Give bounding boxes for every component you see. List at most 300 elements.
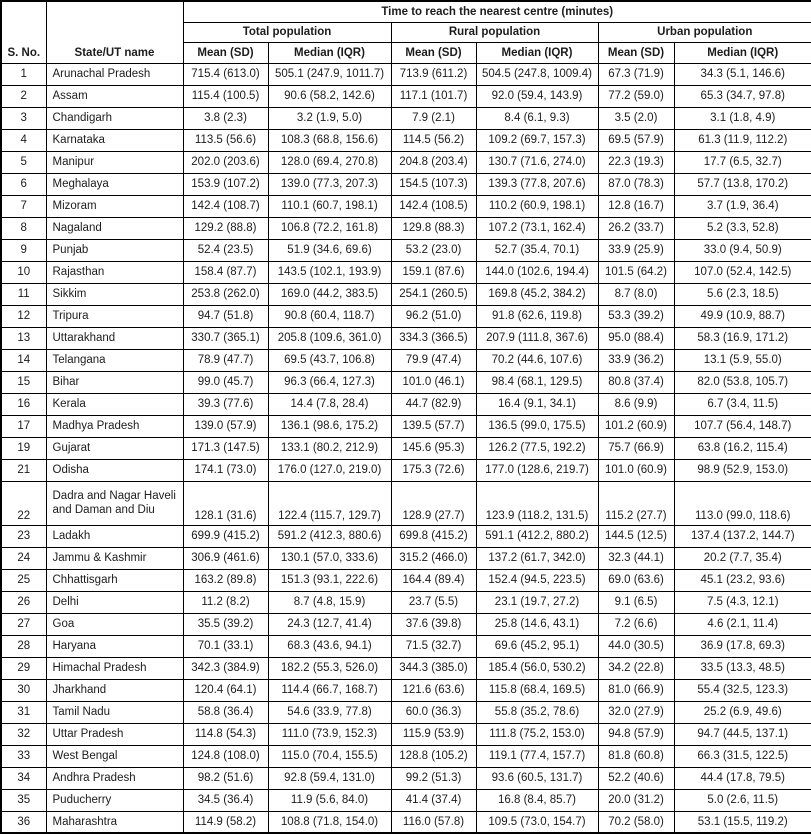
table-row (1, 591, 811, 613)
header-time-to-reach-title: Time to reach the nearest centre (minutes) (183, 1, 811, 22)
cell-total-mean-sd: 94.7 (51.8) (183, 305, 268, 327)
cell-total-median-iqr: 108.3 (68.8, 156.6) (268, 129, 391, 151)
cell-rural-mean-sd: 121.6 (63.6) (391, 679, 476, 701)
table-row (1, 635, 811, 657)
cell-urban-mean-sd: 8.6 (9.9) (598, 393, 674, 415)
cell-urban-median-iqr: 25.2 (6.9, 49.6) (674, 701, 811, 723)
cell-urban-mean-sd: 20.0 (31.2) (598, 789, 674, 811)
cell-total-median-iqr: 8.7 (4.8, 15.9) (268, 591, 391, 613)
table-row (1, 283, 811, 305)
cell-total-median-iqr: 169.0 (44.2, 383.5) (268, 283, 391, 305)
cell-state-name: West Bengal (46, 745, 183, 767)
cell-state-name: Jammu & Kashmir (46, 547, 183, 569)
header-urban-population: Urban population (598, 22, 811, 42)
cell-sno: 21 (1, 459, 46, 481)
table-row (1, 789, 811, 811)
cell-rural-median-iqr: 25.8 (14.6, 43.1) (476, 613, 598, 635)
cell-urban-median-iqr: 57.7 (13.8, 170.2) (674, 173, 811, 195)
cell-urban-median-iqr: 6.7 (3.4, 11.5) (674, 393, 811, 415)
cell-sno: 19 (1, 437, 46, 459)
cell-rural-mean-sd: 71.5 (32.7) (391, 635, 476, 657)
cell-rural-mean-sd: 96.2 (51.0) (391, 305, 476, 327)
cell-total-mean-sd: 114.8 (54.3) (183, 723, 268, 745)
cell-rural-mean-sd: 23.7 (5.5) (391, 591, 476, 613)
cell-total-median-iqr: 143.5 (102.1, 193.9) (268, 261, 391, 283)
cell-rural-median-iqr: 126.2 (77.5, 192.2) (476, 437, 598, 459)
cell-state-name: Andhra Pradesh (46, 767, 183, 789)
cell-state-name: Jharkhand (46, 679, 183, 701)
cell-rural-mean-sd: 142.4 (108.5) (391, 195, 476, 217)
cell-urban-median-iqr: 63.8 (16.2, 115.4) (674, 437, 811, 459)
cell-sno: 30 (1, 679, 46, 701)
cell-urban-mean-sd: 8.7 (8.0) (598, 283, 674, 305)
cell-urban-median-iqr: 17.7 (6.5, 32.7) (674, 151, 811, 173)
cell-rural-median-iqr: 185.4 (56.0, 530.2) (476, 657, 598, 679)
cell-rural-median-iqr: 52.7 (35.4, 70.1) (476, 239, 598, 261)
cell-urban-median-iqr: 113.0 (99.0, 118.6) (674, 481, 811, 525)
table-row (1, 239, 811, 261)
table-row (1, 525, 811, 547)
cell-urban-mean-sd: 101.5 (64.2) (598, 261, 674, 283)
cell-urban-mean-sd: 53.3 (39.2) (598, 305, 674, 327)
cell-urban-median-iqr: 65.3 (34.7, 97.8) (674, 85, 811, 107)
cell-rural-median-iqr: 16.4 (9.1, 34.1) (476, 393, 598, 415)
cell-sno: 10 (1, 261, 46, 283)
cell-urban-mean-sd: 3.5 (2.0) (598, 107, 674, 129)
cell-state-name: Meghalaya (46, 173, 183, 195)
cell-total-mean-sd: 306.9 (461.6) (183, 547, 268, 569)
cell-rural-mean-sd: 159.1 (87.6) (391, 261, 476, 283)
cell-rural-median-iqr: 504.5 (247.8, 1009.4) (476, 63, 598, 85)
header-total-median-iqr: Median (IQR) (268, 42, 391, 63)
cell-rural-median-iqr: 93.6 (60.5, 131.7) (476, 767, 598, 789)
table-row (1, 393, 811, 415)
header-row-title (1, 1, 811, 22)
cell-total-median-iqr: 90.8 (60.4, 118.7) (268, 305, 391, 327)
table-row (1, 723, 811, 745)
cell-sno: 26 (1, 591, 46, 613)
cell-total-median-iqr: 122.4 (115.7, 129.7) (268, 481, 391, 525)
cell-rural-median-iqr: 136.5 (99.0, 175.5) (476, 415, 598, 437)
cell-total-median-iqr: 110.1 (60.7, 198.1) (268, 195, 391, 217)
cell-state-name: Telangana (46, 349, 183, 371)
table-row (1, 569, 811, 591)
cell-total-median-iqr: 90.6 (58.2, 142.6) (268, 85, 391, 107)
cell-rural-mean-sd: 713.9 (611.2) (391, 63, 476, 85)
cell-state-name: Goa (46, 613, 183, 635)
cell-total-median-iqr: 128.0 (69.4, 270.8) (268, 151, 391, 173)
cell-total-median-iqr: 111.0 (73.9, 152.3) (268, 723, 391, 745)
cell-urban-mean-sd: 22.3 (19.3) (598, 151, 674, 173)
cell-state-name: Rajasthan (46, 261, 183, 283)
cell-total-mean-sd: 78.9 (47.7) (183, 349, 268, 371)
cell-state-name: Chandigarh (46, 107, 183, 129)
cell-rural-mean-sd: 699.8 (415.2) (391, 525, 476, 547)
cell-urban-mean-sd: 69.0 (63.6) (598, 569, 674, 591)
cell-sno: 2 (1, 85, 46, 107)
cell-urban-median-iqr: 45.1 (23.2, 93.6) (674, 569, 811, 591)
cell-sno: 28 (1, 635, 46, 657)
table-row (1, 85, 811, 107)
cell-state-name: Himachal Pradesh (46, 657, 183, 679)
table-row (1, 481, 811, 525)
table-row (1, 745, 811, 767)
cell-rural-median-iqr: 115.8 (68.4, 169.5) (476, 679, 598, 701)
cell-urban-mean-sd: 33.9 (25.9) (598, 239, 674, 261)
table-row (1, 305, 811, 327)
table-row (1, 217, 811, 239)
cell-state-name: Tripura (46, 305, 183, 327)
table-row (1, 63, 811, 85)
cell-rural-median-iqr: 130.7 (71.6, 274.0) (476, 151, 598, 173)
cell-rural-median-iqr: 23.1 (19.7, 27.2) (476, 591, 598, 613)
cell-urban-mean-sd: 75.7 (66.9) (598, 437, 674, 459)
cell-state-name: Nagaland (46, 217, 183, 239)
table-row (1, 107, 811, 129)
cell-sno: 32 (1, 723, 46, 745)
cell-rural-median-iqr: 123.9 (118.2, 131.5) (476, 481, 598, 525)
cell-rural-median-iqr: 98.4 (68.1, 129.5) (476, 371, 598, 393)
table-row (1, 613, 811, 635)
cell-rural-median-iqr: 69.6 (45.2, 95.1) (476, 635, 598, 657)
cell-state-name: Bihar (46, 371, 183, 393)
cell-rural-mean-sd: 128.9 (27.7) (391, 481, 476, 525)
cell-rural-median-iqr: 152.4 (94.5, 223.5) (476, 569, 598, 591)
cell-total-mean-sd: 120.4 (64.1) (183, 679, 268, 701)
cell-total-median-iqr: 54.6 (33.9, 77.8) (268, 701, 391, 723)
cell-total-median-iqr: 130.1 (57.0, 333.6) (268, 547, 391, 569)
cell-urban-mean-sd: 87.0 (78.3) (598, 173, 674, 195)
table-row (1, 195, 811, 217)
cell-total-median-iqr: 151.3 (93.1, 222.6) (268, 569, 391, 591)
cell-total-median-iqr: 182.2 (55.3, 526.0) (268, 657, 391, 679)
cell-urban-median-iqr: 49.9 (10.9, 88.7) (674, 305, 811, 327)
cell-rural-median-iqr: 16.8 (8.4, 85.7) (476, 789, 598, 811)
header-rural-population: Rural population (391, 22, 598, 42)
table-row (1, 437, 811, 459)
cell-state-name: Haryana (46, 635, 183, 657)
table-row (1, 811, 811, 833)
cell-rural-mean-sd: 41.4 (37.4) (391, 789, 476, 811)
cell-total-mean-sd: 253.8 (262.0) (183, 283, 268, 305)
cell-sno: 12 (1, 305, 46, 327)
table-row (1, 767, 811, 789)
table-row (1, 349, 811, 371)
cell-total-mean-sd: 163.2 (89.8) (183, 569, 268, 591)
table-body (1, 63, 811, 833)
cell-total-mean-sd: 113.5 (56.6) (183, 129, 268, 151)
cell-urban-mean-sd: 67.3 (71.9) (598, 63, 674, 85)
cell-state-name: Punjab (46, 239, 183, 261)
cell-rural-median-iqr: 109.5 (73.0, 154.7) (476, 811, 598, 833)
cell-urban-median-iqr: 82.0 (53.8, 105.7) (674, 371, 811, 393)
cell-sno: 7 (1, 195, 46, 217)
cell-urban-mean-sd: 52.2 (40.6) (598, 767, 674, 789)
cell-sno: 25 (1, 569, 46, 591)
cell-total-mean-sd: 3.8 (2.3) (183, 107, 268, 129)
cell-sno: 8 (1, 217, 46, 239)
table-row (1, 261, 811, 283)
cell-rural-mean-sd: 79.9 (47.4) (391, 349, 476, 371)
cell-state-name: Arunachal Pradesh (46, 63, 183, 85)
cell-urban-mean-sd: 94.8 (57.9) (598, 723, 674, 745)
cell-sno: 17 (1, 415, 46, 437)
cell-total-mean-sd: 114.9 (58.2) (183, 811, 268, 833)
cell-rural-median-iqr: 177.0 (128.6, 219.7) (476, 459, 598, 481)
table-row (1, 371, 811, 393)
cell-sno: 22 (1, 481, 46, 525)
cell-urban-median-iqr: 4.6 (2.1, 11.4) (674, 613, 811, 635)
cell-sno: 5 (1, 151, 46, 173)
cell-total-median-iqr: 139.0 (77.3, 207.3) (268, 173, 391, 195)
cell-total-median-iqr: 106.8 (72.2, 161.8) (268, 217, 391, 239)
cell-rural-mean-sd: 164.4 (89.4) (391, 569, 476, 591)
cell-state-name: Kerala (46, 393, 183, 415)
cell-urban-median-iqr: 7.5 (4.3, 12.1) (674, 591, 811, 613)
cell-rural-median-iqr: 111.8 (75.2, 153.0) (476, 723, 598, 745)
cell-urban-mean-sd: 33.9 (36.2) (598, 349, 674, 371)
cell-total-mean-sd: 34.5 (36.4) (183, 789, 268, 811)
cell-total-mean-sd: 115.4 (100.5) (183, 85, 268, 107)
cell-urban-mean-sd: 80.8 (37.4) (598, 371, 674, 393)
cell-total-median-iqr: 115.0 (70.4, 155.5) (268, 745, 391, 767)
table-row (1, 173, 811, 195)
cell-total-mean-sd: 35.5 (39.2) (183, 613, 268, 635)
table-row (1, 129, 811, 151)
cell-sno: 11 (1, 283, 46, 305)
cell-urban-median-iqr: 33.0 (9.4, 50.9) (674, 239, 811, 261)
cell-state-name: Karnataka (46, 129, 183, 151)
cell-rural-median-iqr: 169.8 (45.2, 384.2) (476, 283, 598, 305)
cell-rural-median-iqr: 144.0 (102.6, 194.4) (476, 261, 598, 283)
cell-total-mean-sd: 99.0 (45.7) (183, 371, 268, 393)
cell-urban-mean-sd: 115.2 (27.7) (598, 481, 674, 525)
cell-total-median-iqr: 68.3 (43.6, 94.1) (268, 635, 391, 657)
cell-urban-median-iqr: 58.3 (16.9, 171.2) (674, 327, 811, 349)
cell-state-name: Assam (46, 85, 183, 107)
cell-rural-median-iqr: 70.2 (44.6, 107.6) (476, 349, 598, 371)
cell-urban-median-iqr: 5.2 (3.3, 52.8) (674, 217, 811, 239)
cell-state-name: Uttar Pradesh (46, 723, 183, 745)
cell-state-name: Manipur (46, 151, 183, 173)
cell-rural-mean-sd: 60.0 (36.3) (391, 701, 476, 723)
cell-urban-mean-sd: 44.0 (30.5) (598, 635, 674, 657)
cell-sno: 16 (1, 393, 46, 415)
table-header (1, 1, 811, 63)
table-row (1, 701, 811, 723)
cell-urban-mean-sd: 144.5 (12.5) (598, 525, 674, 547)
cell-total-mean-sd: 128.1 (31.6) (183, 481, 268, 525)
cell-total-mean-sd: 98.2 (51.6) (183, 767, 268, 789)
cell-rural-mean-sd: 53.2 (23.0) (391, 239, 476, 261)
cell-urban-mean-sd: 95.0 (88.4) (598, 327, 674, 349)
cell-urban-mean-sd: 77.2 (59.0) (598, 85, 674, 107)
cell-sno: 23 (1, 525, 46, 547)
cell-rural-mean-sd: 139.5 (57.7) (391, 415, 476, 437)
cell-state-name: Dadra and Nagar Haveli and Daman and Diu (46, 481, 183, 525)
cell-rural-mean-sd: 204.8 (203.4) (391, 151, 476, 173)
header-rural-mean-sd: Mean (SD) (391, 42, 476, 63)
cell-state-name: Uttarakhand (46, 327, 183, 349)
table-row (1, 459, 811, 481)
header-rural-median-iqr: Median (IQR) (476, 42, 598, 63)
cell-total-median-iqr: 114.4 (66.7, 168.7) (268, 679, 391, 701)
cell-total-mean-sd: 70.1 (33.1) (183, 635, 268, 657)
cell-sno: 33 (1, 745, 46, 767)
cell-rural-mean-sd: 117.1 (101.7) (391, 85, 476, 107)
table-row (1, 415, 811, 437)
cell-total-mean-sd: 330.7 (365.1) (183, 327, 268, 349)
cell-total-median-iqr: 11.9 (5.6, 84.0) (268, 789, 391, 811)
cell-rural-mean-sd: 334.3 (366.5) (391, 327, 476, 349)
cell-urban-median-iqr: 94.7 (44.5, 137.1) (674, 723, 811, 745)
cell-total-median-iqr: 591.2 (412.3, 880.6) (268, 525, 391, 547)
cell-urban-median-iqr: 5.6 (2.3, 18.5) (674, 283, 811, 305)
cell-total-mean-sd: 699.9 (415.2) (183, 525, 268, 547)
cell-sno: 15 (1, 371, 46, 393)
cell-urban-median-iqr: 55.4 (32.5, 123.3) (674, 679, 811, 701)
cell-total-median-iqr: 3.2 (1.9, 5.0) (268, 107, 391, 129)
cell-rural-median-iqr: 139.3 (77.8, 207.6) (476, 173, 598, 195)
cell-sno: 4 (1, 129, 46, 151)
table-row (1, 547, 811, 569)
cell-urban-median-iqr: 137.4 (137.2, 144.7) (674, 525, 811, 547)
cell-rural-mean-sd: 44.7 (82.9) (391, 393, 476, 415)
cell-urban-median-iqr: 5.0 (2.6, 11.5) (674, 789, 811, 811)
cell-total-median-iqr: 24.3 (12.7, 41.4) (268, 613, 391, 635)
cell-state-name: Maharashtra (46, 811, 183, 833)
cell-total-median-iqr: 136.1 (98.6, 175.2) (268, 415, 391, 437)
cell-total-median-iqr: 96.3 (66.4, 127.3) (268, 371, 391, 393)
cell-urban-median-iqr: 66.3 (31.5, 122.5) (674, 745, 811, 767)
cell-total-mean-sd: 39.3 (77.6) (183, 393, 268, 415)
cell-rural-median-iqr: 119.1 (77.4, 157.7) (476, 745, 598, 767)
header-sno: S. No. (1, 1, 46, 63)
cell-sno: 35 (1, 789, 46, 811)
cell-sno: 36 (1, 811, 46, 833)
cell-sno: 31 (1, 701, 46, 723)
cell-sno: 24 (1, 547, 46, 569)
cell-total-mean-sd: 342.3 (384.9) (183, 657, 268, 679)
cell-urban-median-iqr: 33.5 (13.3, 48.5) (674, 657, 811, 679)
cell-urban-mean-sd: 32.0 (27.9) (598, 701, 674, 723)
cell-state-name: Madhya Pradesh (46, 415, 183, 437)
table-row (1, 679, 811, 701)
cell-urban-mean-sd: 9.1 (6.5) (598, 591, 674, 613)
cell-urban-median-iqr: 13.1 (5.9, 55.0) (674, 349, 811, 371)
cell-urban-median-iqr: 44.4 (17.8, 79.5) (674, 767, 811, 789)
cell-urban-mean-sd: 81.0 (66.9) (598, 679, 674, 701)
cell-rural-mean-sd: 128.8 (105.2) (391, 745, 476, 767)
cell-urban-mean-sd: 26.2 (33.7) (598, 217, 674, 239)
header-total-mean-sd: Mean (SD) (183, 42, 268, 63)
cell-urban-mean-sd: 81.8 (60.8) (598, 745, 674, 767)
cell-total-median-iqr: 176.0 (127.0, 219.0) (268, 459, 391, 481)
cell-total-median-iqr: 14.4 (7.8, 28.4) (268, 393, 391, 415)
cell-urban-mean-sd: 101.0 (60.9) (598, 459, 674, 481)
cell-total-mean-sd: 158.4 (87.7) (183, 261, 268, 283)
cell-rural-mean-sd: 101.0 (46.1) (391, 371, 476, 393)
cell-rural-mean-sd: 129.8 (88.3) (391, 217, 476, 239)
cell-urban-median-iqr: 20.2 (7.7, 35.4) (674, 547, 811, 569)
cell-urban-median-iqr: 61.3 (11.9, 112.2) (674, 129, 811, 151)
cell-urban-median-iqr: 3.1 (1.8, 4.9) (674, 107, 811, 129)
cell-urban-median-iqr: 3.7 (1.9, 36.4) (674, 195, 811, 217)
cell-total-mean-sd: 139.0 (57.9) (183, 415, 268, 437)
cell-total-median-iqr: 133.1 (80.2, 212.9) (268, 437, 391, 459)
cell-rural-mean-sd: 154.5 (107.3) (391, 173, 476, 195)
cell-total-median-iqr: 205.8 (109.6, 361.0) (268, 327, 391, 349)
cell-total-mean-sd: 142.4 (108.7) (183, 195, 268, 217)
cell-rural-median-iqr: 107.2 (73.1, 162.4) (476, 217, 598, 239)
cell-rural-mean-sd: 175.3 (72.6) (391, 459, 476, 481)
cell-total-mean-sd: 58.8 (36.4) (183, 701, 268, 723)
cell-total-mean-sd: 11.2 (8.2) (183, 591, 268, 613)
cell-total-median-iqr: 92.8 (59.4, 131.0) (268, 767, 391, 789)
header-urban-mean-sd: Mean (SD) (598, 42, 674, 63)
cell-rural-mean-sd: 254.1 (260.5) (391, 283, 476, 305)
header-urban-median-iqr: Median (IQR) (674, 42, 811, 63)
header-state-name: State/UT name (46, 1, 183, 63)
cell-rural-mean-sd: 99.2 (51.3) (391, 767, 476, 789)
cell-sno: 13 (1, 327, 46, 349)
cell-total-mean-sd: 171.3 (147.5) (183, 437, 268, 459)
cell-urban-mean-sd: 101.2 (60.9) (598, 415, 674, 437)
cell-total-mean-sd: 174.1 (73.0) (183, 459, 268, 481)
cell-rural-median-iqr: 92.0 (59.4, 143.9) (476, 85, 598, 107)
table-row (1, 151, 811, 173)
cell-total-median-iqr: 108.8 (71.8, 154.0) (268, 811, 391, 833)
cell-urban-mean-sd: 34.2 (22.8) (598, 657, 674, 679)
table-row (1, 327, 811, 349)
cell-rural-median-iqr: 137.2 (61.7, 342.0) (476, 547, 598, 569)
cell-total-mean-sd: 52.4 (23.5) (183, 239, 268, 261)
cell-state-name: Gujarat (46, 437, 183, 459)
cell-sno: 14 (1, 349, 46, 371)
cell-rural-median-iqr: 91.8 (62.6, 119.8) (476, 305, 598, 327)
cell-rural-mean-sd: 315.2 (466.0) (391, 547, 476, 569)
cell-sno: 27 (1, 613, 46, 635)
cell-total-median-iqr: 69.5 (43.7, 106.8) (268, 349, 391, 371)
cell-urban-median-iqr: 34.3 (5.1, 146.6) (674, 63, 811, 85)
cell-total-mean-sd: 129.2 (88.8) (183, 217, 268, 239)
cell-urban-mean-sd: 32.3 (44.1) (598, 547, 674, 569)
cell-rural-median-iqr: 110.2 (60.9, 198.1) (476, 195, 598, 217)
cell-sno: 29 (1, 657, 46, 679)
cell-urban-median-iqr: 107.7 (56.4, 148.7) (674, 415, 811, 437)
cell-sno: 9 (1, 239, 46, 261)
cell-state-name: Delhi (46, 591, 183, 613)
cell-total-mean-sd: 715.4 (613.0) (183, 63, 268, 85)
cell-urban-mean-sd: 12.8 (16.7) (598, 195, 674, 217)
cell-state-name: Puducherry (46, 789, 183, 811)
cell-rural-mean-sd: 344.3 (385.0) (391, 657, 476, 679)
cell-state-name: Sikkim (46, 283, 183, 305)
cell-urban-median-iqr: 36.9 (17.8, 69.3) (674, 635, 811, 657)
cell-rural-mean-sd: 114.5 (56.2) (391, 129, 476, 151)
cell-rural-median-iqr: 109.2 (69.7, 157.3) (476, 129, 598, 151)
cell-urban-mean-sd: 70.2 (58.0) (598, 811, 674, 833)
cell-state-name: Chhattisgarh (46, 569, 183, 591)
cell-rural-mean-sd: 7.9 (2.1) (391, 107, 476, 129)
cell-state-name: Ladakh (46, 525, 183, 547)
cell-state-name: Tamil Nadu (46, 701, 183, 723)
cell-rural-mean-sd: 115.9 (53.9) (391, 723, 476, 745)
cell-urban-median-iqr: 98.9 (52.9, 153.0) (674, 459, 811, 481)
cell-urban-mean-sd: 7.2 (6.6) (598, 613, 674, 635)
cell-sno: 34 (1, 767, 46, 789)
cell-total-median-iqr: 505.1 (247.9, 1011.7) (268, 63, 391, 85)
